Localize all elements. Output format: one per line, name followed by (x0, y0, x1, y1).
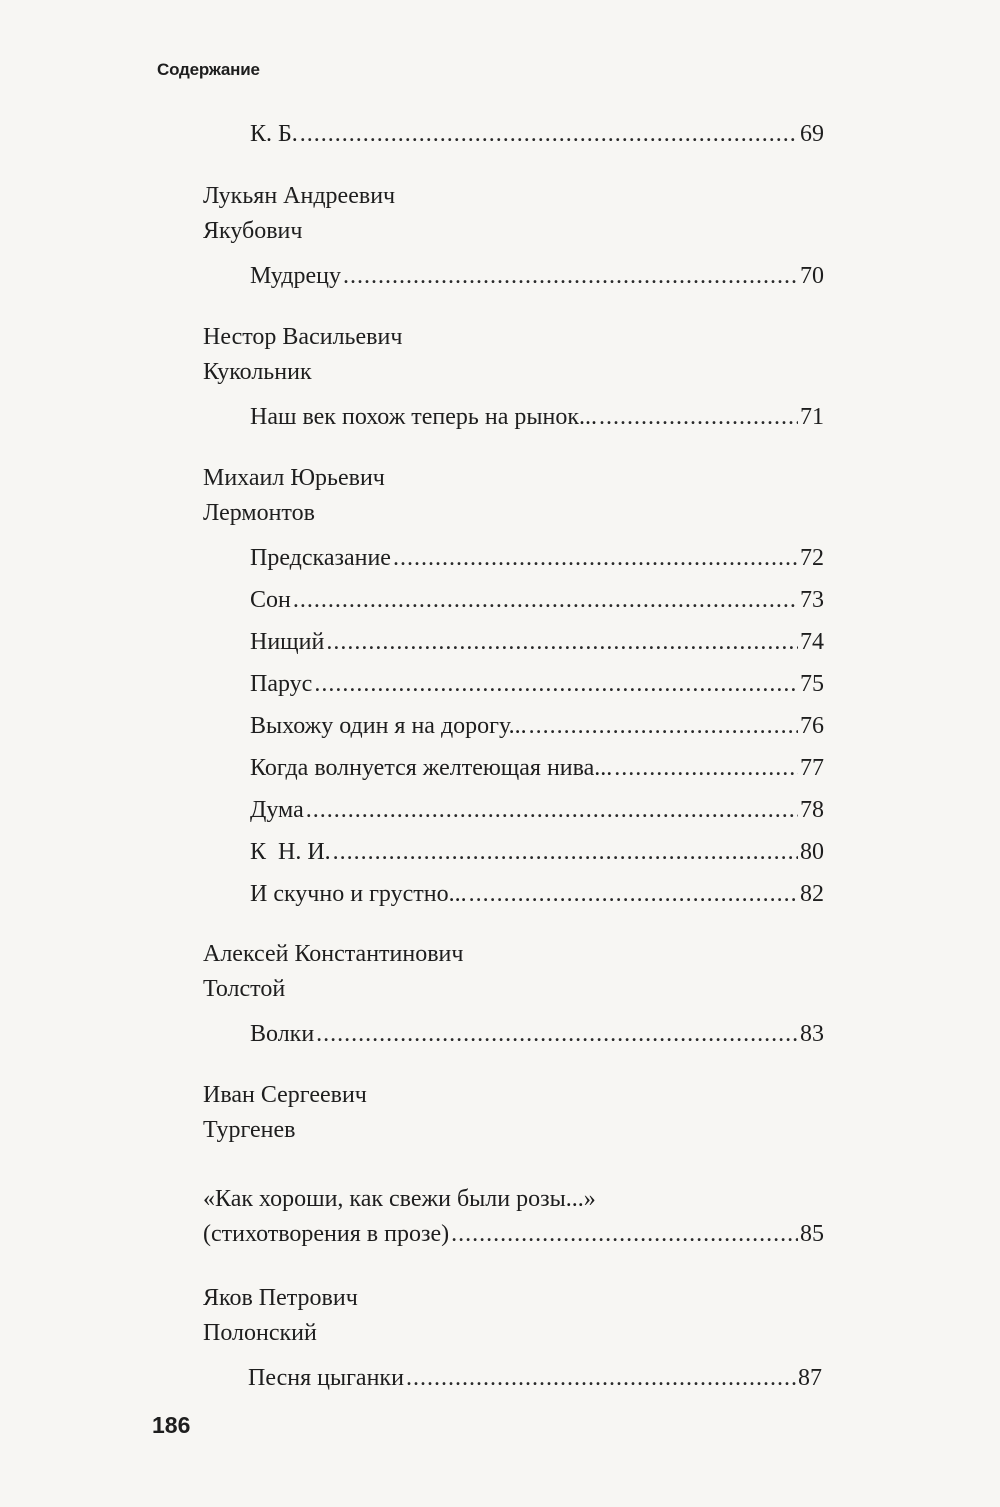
author-last-name: Кукольник (203, 359, 312, 385)
toc-entry (250, 117, 824, 151)
entry-page: 74 (800, 629, 824, 655)
leader-dots (393, 541, 798, 575)
leader-dots (300, 117, 798, 151)
toc-entry (250, 625, 824, 659)
leader-dots (469, 877, 798, 911)
running-head: Содержание (157, 60, 260, 79)
author-first-name: Алексей Константинович (203, 941, 464, 967)
entry-title: Волки (250, 1021, 315, 1047)
entry-title: (стихотворения в прозе) (203, 1221, 450, 1247)
leader-dots (614, 751, 798, 785)
toc-entry (250, 793, 824, 827)
entry-page: 78 (800, 797, 824, 823)
entry-page: 77 (800, 755, 824, 781)
entry-title: Дума (250, 797, 304, 823)
leader-dots (314, 667, 798, 701)
entry-page: 83 (800, 1021, 824, 1047)
author-last-name: Лермонтов (203, 500, 315, 526)
author-last-name: Полонский (203, 1320, 317, 1346)
toc-entry (250, 541, 824, 575)
entry-page: 82 (800, 881, 824, 907)
entry-page: 87 (798, 1365, 822, 1391)
page-number: 186 (152, 1412, 191, 1438)
toc-entry (250, 667, 824, 701)
entry-title: К Н. И. (250, 839, 331, 865)
author-first-name: Иван Сергеевич (203, 1082, 367, 1108)
leader-dots (343, 259, 798, 293)
entry-title: И скучно и грустно... (250, 881, 467, 907)
author-last-name: Тургенев (203, 1117, 296, 1143)
entry-title: Когда волнуется желтеющая нива... (250, 755, 613, 781)
toc-entry (248, 1361, 822, 1395)
leader-dots (293, 583, 798, 617)
entry-title: Наш век похож теперь на рынок... (250, 404, 597, 430)
toc-entry (250, 751, 824, 785)
author-first-name: Лукьян Андреевич (203, 183, 396, 209)
toc-entry (250, 835, 824, 869)
author-first-name: Яков Петрович (203, 1285, 358, 1311)
leader-dots (599, 400, 798, 434)
entry-page: 75 (800, 671, 824, 697)
leader-dots (333, 835, 798, 869)
leader-dots (406, 1361, 796, 1395)
leader-dots (316, 1017, 798, 1051)
author-first-name: Михаил Юрьевич (203, 465, 385, 491)
toc-entry (250, 583, 824, 617)
toc-entry (250, 877, 824, 911)
entry-page: 69 (800, 121, 824, 147)
entry-page: 76 (800, 713, 824, 739)
author-last-name: Толстой (203, 976, 286, 1002)
toc-entry (250, 259, 824, 293)
toc-entry (250, 1017, 824, 1051)
toc-entry (250, 709, 824, 743)
leader-dots (326, 625, 798, 659)
entry-title: Сон (250, 587, 291, 613)
toc-entry (250, 400, 824, 434)
toc-entry (203, 1217, 824, 1251)
entry-title: Мудрецу (250, 263, 341, 289)
entry-title: Выхожу один я на дорогу... (250, 713, 527, 739)
entry-title: Парус (250, 671, 313, 697)
entry-title: Песня цыганки (248, 1365, 404, 1391)
author-first-name: Нестор Васильевич (203, 324, 403, 350)
entry-page: 73 (800, 587, 824, 613)
entry-page: 85 (800, 1221, 824, 1247)
entry-page: 71 (800, 404, 824, 430)
leader-dots (306, 793, 798, 827)
entry-page: 72 (800, 545, 824, 571)
leader-dots (451, 1217, 798, 1251)
entry-title-line: «Как хороши, как свежи были розы...» (203, 1186, 596, 1212)
leader-dots (529, 709, 798, 743)
entry-page: 70 (800, 263, 824, 289)
entry-page: 80 (800, 839, 824, 865)
entry-title: К. Б. (250, 121, 298, 147)
entry-title: Предсказание (250, 545, 391, 571)
author-last-name: Якубович (203, 218, 303, 244)
entry-title: Нищий (250, 629, 325, 655)
